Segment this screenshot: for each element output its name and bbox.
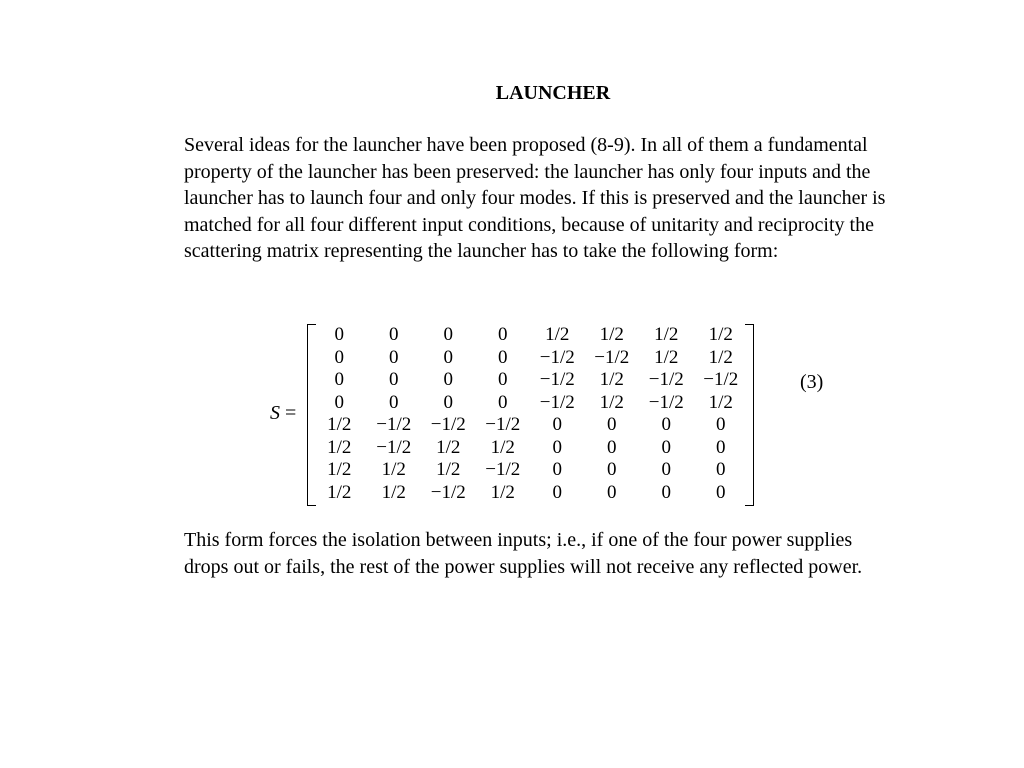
matrix-cell: 0 xyxy=(389,346,399,368)
matrix-cell: 0 xyxy=(389,324,399,346)
matrix-cell: 0 xyxy=(389,391,399,413)
matrix-cell: 0 xyxy=(389,369,399,391)
equation-lhs xyxy=(270,401,296,425)
matrix-cell: 0 xyxy=(552,481,562,503)
matrix-cell: 1/2 xyxy=(381,481,406,503)
matrix-cell: 0 xyxy=(498,391,508,413)
matrix-cell: 0 xyxy=(334,391,344,413)
matrix-cell: 1/2 xyxy=(381,459,406,481)
matrix-cell: 1/2 xyxy=(490,436,515,458)
matrix-cell: 0 xyxy=(661,459,671,481)
matrix-cell: 1/2 xyxy=(654,346,679,368)
scattering-matrix xyxy=(312,324,748,504)
matrix-row xyxy=(312,392,748,415)
matrix-cell: −1/2 xyxy=(485,414,521,436)
slide-title: LAUNCHER xyxy=(495,82,611,104)
matrix-cell: 1/2 xyxy=(436,459,461,481)
matrix-cell: 1/2 xyxy=(599,324,624,346)
matrix-cell: 0 xyxy=(443,324,453,346)
matrix-cell: 1/2 xyxy=(436,436,461,458)
matrix-cell: 1/2 xyxy=(708,391,733,413)
matrix-cell: 0 xyxy=(607,481,617,503)
matrix-cell: 0 xyxy=(334,324,344,346)
matrix-cell: −1/2 xyxy=(648,369,684,391)
matrix-cell: 0 xyxy=(443,369,453,391)
matrix-cell: 1/2 xyxy=(545,324,570,346)
matrix-cell: 0 xyxy=(716,414,726,436)
matrix-cell: 0 xyxy=(716,481,726,503)
matrix-cell: 0 xyxy=(552,436,562,458)
matrix-cell: 1/2 xyxy=(327,414,352,436)
matrix-cell: 0 xyxy=(443,391,453,413)
matrix-row xyxy=(312,459,748,482)
matrix-cell: −1/2 xyxy=(376,414,412,436)
matrix-cell: −1/2 xyxy=(485,459,521,481)
matrix-cell: 1/2 xyxy=(327,459,352,481)
matrix-cell: 1/2 xyxy=(708,324,733,346)
matrix-cell: 0 xyxy=(607,414,617,436)
matrix-cell: 0 xyxy=(334,346,344,368)
matrix-cell: 1/2 xyxy=(708,346,733,368)
matrix-cell: −1/2 xyxy=(376,436,412,458)
intro-paragraph: Several ideas for the launcher have been proposed (8-9). In all of them a fundamental property of the launcher has been preserved: the launcher has only four inputs and the launcher has to launch four and only four modes. If this is preserved and the launcher is matched for all four different input conditions, because of unitarity and reciprocity the scattering matrix representing the launcher has to take the following form: xyxy=(184,134,886,262)
conclusion-paragraph: This form forces the isolation between inputs; i.e., if one of the four power supplies drops out or fails, the rest of the power supplies will not receive any reflected power. xyxy=(184,529,863,578)
matrix-cell: 0 xyxy=(716,459,726,481)
matrix-cell: 1/2 xyxy=(599,391,624,413)
matrix-cell: 0 xyxy=(498,369,508,391)
equation-number: (3) xyxy=(800,371,824,393)
matrix-cell: 0 xyxy=(498,346,508,368)
matrix-cell: 1/2 xyxy=(599,369,624,391)
matrix-cell: 1/2 xyxy=(490,481,515,503)
matrix-cell: 1/2 xyxy=(654,324,679,346)
matrix-cell: 0 xyxy=(334,369,344,391)
matrix-cell: −1/2 xyxy=(703,369,739,391)
matrix-cell: 0 xyxy=(552,459,562,481)
matrix-cell: −1/2 xyxy=(430,481,466,503)
matrix-cell: −1/2 xyxy=(648,391,684,413)
matrix-row xyxy=(312,437,748,460)
matrix-cell: 0 xyxy=(661,481,671,503)
matrix-cell: −1/2 xyxy=(539,346,575,368)
matrix-cell: 0 xyxy=(607,436,617,458)
matrix-cell: 1/2 xyxy=(327,481,352,503)
matrix-cell: −1/2 xyxy=(430,414,466,436)
matrix-cell: 0 xyxy=(607,459,617,481)
matrix-cell: 0 xyxy=(443,346,453,368)
matrix-row xyxy=(312,369,748,392)
equation-variable: S xyxy=(270,402,280,424)
matrix-row xyxy=(312,347,748,370)
matrix-cell: 0 xyxy=(716,436,726,458)
matrix-cell: −1/2 xyxy=(539,391,575,413)
matrix-cell: 0 xyxy=(661,414,671,436)
matrix-cell: −1/2 xyxy=(594,346,630,368)
matrix-cell: 0 xyxy=(552,414,562,436)
matrix-row xyxy=(312,324,748,347)
matrix-cell: −1/2 xyxy=(539,369,575,391)
matrix-cell: 0 xyxy=(661,436,671,458)
matrix-row xyxy=(312,414,748,437)
equation-equals: = xyxy=(280,402,297,424)
matrix-row xyxy=(312,482,748,505)
matrix-cell: 0 xyxy=(498,324,508,346)
matrix-cell: 1/2 xyxy=(327,436,352,458)
